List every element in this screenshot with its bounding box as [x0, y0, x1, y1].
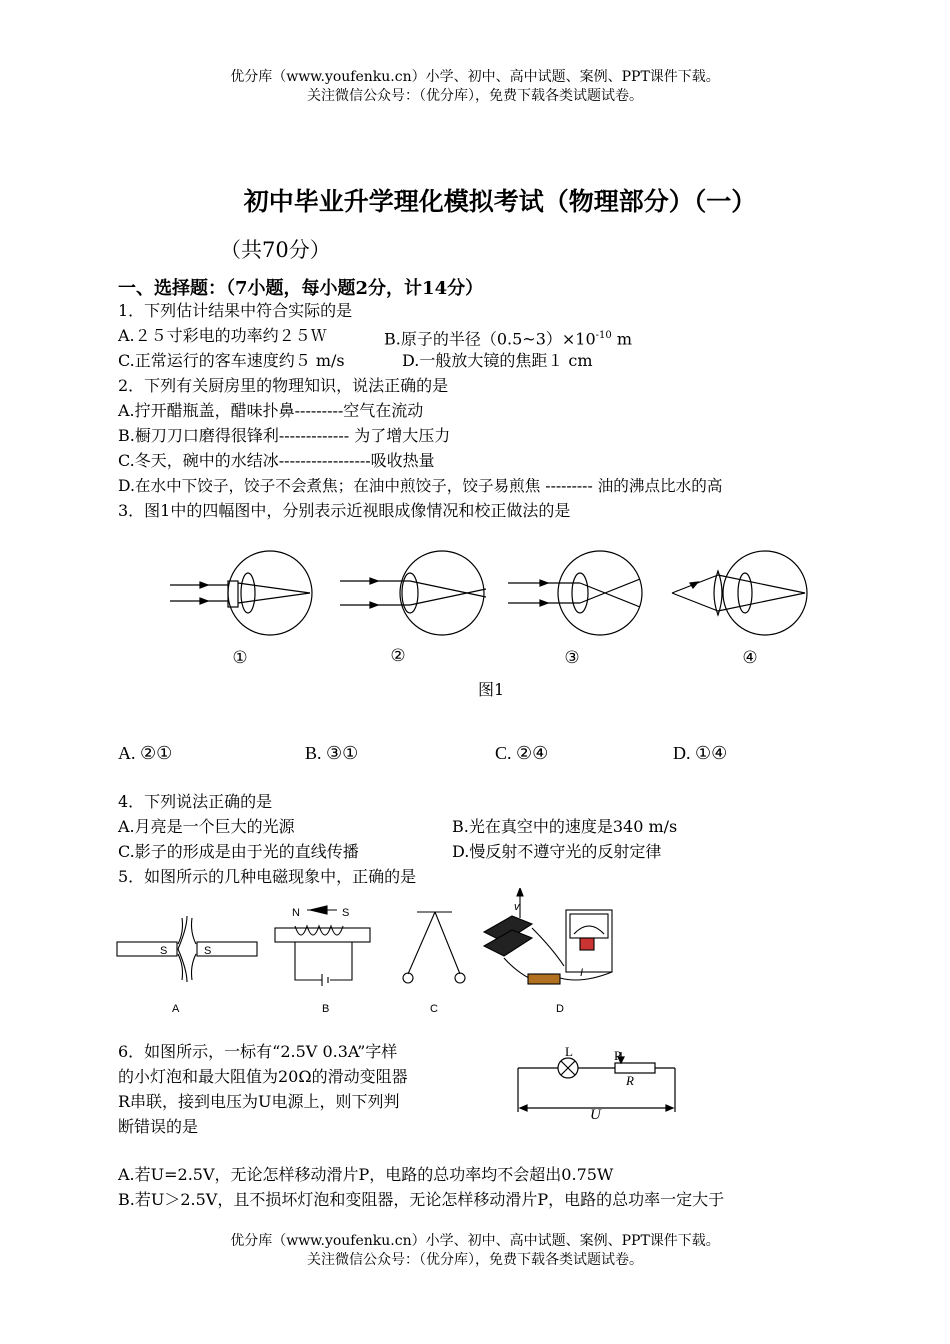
fig1-label-2: ② [390, 646, 406, 665]
q1-option-a: A.２５寸彩电的功率约２５Ｗ [118, 326, 327, 345]
circuit-label-u: U [590, 1107, 601, 1123]
q6-circuit-diagram [510, 1040, 685, 1125]
q1-option-d: D.一般放大镜的焦距１ cm [402, 351, 593, 370]
figure-d-generator [484, 888, 612, 984]
q3-option-b: B. ③① [305, 743, 359, 763]
q1-option-b-unit: m [611, 329, 633, 349]
q2-option-d: D.在水中下饺子，饺子不会煮焦；在油中煎饺子，饺子易煎焦 --------- 油的沸点比水的高 [118, 477, 723, 495]
q3-stem: 3．图1中的四幅图中，分别表示近视眼成像情况和校正做法的是 [118, 501, 571, 520]
figure-c-pith-balls [403, 912, 465, 983]
q1-stem: 1．下列估计结果中符合实际的是 [118, 301, 353, 320]
eye-diagram-1 [170, 551, 312, 635]
circuit-label-r: R [626, 1073, 634, 1088]
fig-b-pole-n: N [292, 907, 300, 919]
fig-b-pole-s: S [342, 907, 350, 919]
q6-stem-line3: R串联，接到电压为U电源上，则下列判 [118, 1092, 400, 1111]
q4-option-b: B.光在真空中的速度是340 m/s [452, 817, 678, 836]
circuit-label-p: P [614, 1048, 622, 1063]
q6-option-b: B.若U＞2.5V，且不损坏灯泡和变阻器，无论怎样移动滑片P，电路的总功率一定大于 [118, 1190, 725, 1209]
fig5-label-a: A [172, 1003, 180, 1015]
fig-d-current: I [580, 967, 584, 979]
q2-option-b: B.橱刀刀口磨得很锋利------------- 为了增大压力 [118, 426, 451, 445]
q1-option-b-text: B.原子的半径（0.5~3）×10 [384, 329, 596, 349]
fig-d-velocity: v [514, 901, 520, 913]
eye-diagram-figure [160, 545, 820, 685]
q1-option-b [384, 324, 632, 351]
footer-line-2: 关注微信公众号：（优分库），免费下载各类试题试卷。 [307, 1252, 643, 1268]
q2-option-c: C.冬天，碗中的水结冰-----------------吸收热量 [118, 451, 435, 470]
eye-diagram-4 [672, 551, 807, 635]
electromagnetic-figure [112, 888, 632, 1020]
fig-a-pole-left: S [160, 945, 168, 957]
footer-line-1: 优分库（www.youfenku.cn）小学、初中、高中试题、案例、PPT课件下载。 [230, 1233, 720, 1249]
circuit-label-l: L [565, 1044, 573, 1059]
q6-stem-line1: 6．如图所示，一标有“2.5V 0.3A”字样 [118, 1042, 398, 1061]
fig5-label-c: C [430, 1003, 438, 1015]
q6-stem-line2: 的小灯泡和最大阻值为20Ω的滑动变阻器 [118, 1067, 408, 1086]
q6-stem-line4: 断错误的是 [118, 1117, 199, 1136]
q3-option-c: C. ②④ [495, 743, 549, 763]
q6-option-a: A.若U=2.5V，无论怎样移动滑片P，电路的总功率均不会超出0.75W [118, 1165, 614, 1184]
q4-option-a: A.月亮是一个巨大的光源 [118, 817, 295, 836]
fig1-caption: 图1 [478, 680, 505, 699]
section-heading: 一、选择题：（7小题，每小题2分，计14分） [118, 278, 484, 299]
q2-stem: 2．下列有关厨房里的物理知识，说法正确的是 [118, 376, 449, 395]
q2-option-a: A.拧开醋瓶盖，醋味扑鼻---------空气在流动 [118, 401, 424, 420]
q3-option-a: A. ②① [118, 743, 173, 763]
q3-option-d: D. ①④ [673, 743, 728, 763]
rheostat-symbol [615, 1063, 655, 1073]
header-line-1: 优分库（www.youfenku.cn）小学、初中、高中试题、案例、PPT课件下载。 [230, 69, 720, 85]
fig-a-pole-right: S [204, 945, 212, 957]
q4-option-d: D.慢反射不遵守光的反射定律 [452, 842, 662, 861]
fig1-label-4: ④ [742, 648, 758, 667]
fig5-label-b: B [322, 1003, 330, 1015]
fig1-label-1: ① [232, 648, 248, 667]
fig1-label-3: ③ [564, 648, 580, 667]
q5-stem: 5．如图所示的几种电磁现象中，正确的是 [118, 867, 417, 886]
page-title: 初中毕业升学理化模拟考试（物理部分）（一） [243, 187, 757, 216]
q1-option-b-exponent: -10 [595, 330, 612, 341]
q1-option-c: C.正常运行的客车速度约５ m/s [118, 351, 345, 370]
eye-diagram-2 [340, 551, 486, 635]
q4-option-c: C.影子的形成是由于光的直线传播 [118, 842, 359, 861]
figure-b-solenoid [275, 906, 370, 986]
header-line-2: 关注微信公众号：（优分库），免费下载各类试题试卷。 [307, 88, 643, 104]
fig5-label-d: D [556, 1003, 564, 1015]
q4-stem: 4．下列说法正确的是 [118, 792, 273, 811]
page-subtitle: （共70分） [220, 238, 331, 262]
eye-diagram-3 [508, 551, 642, 635]
figure-a-magnets [117, 916, 257, 982]
